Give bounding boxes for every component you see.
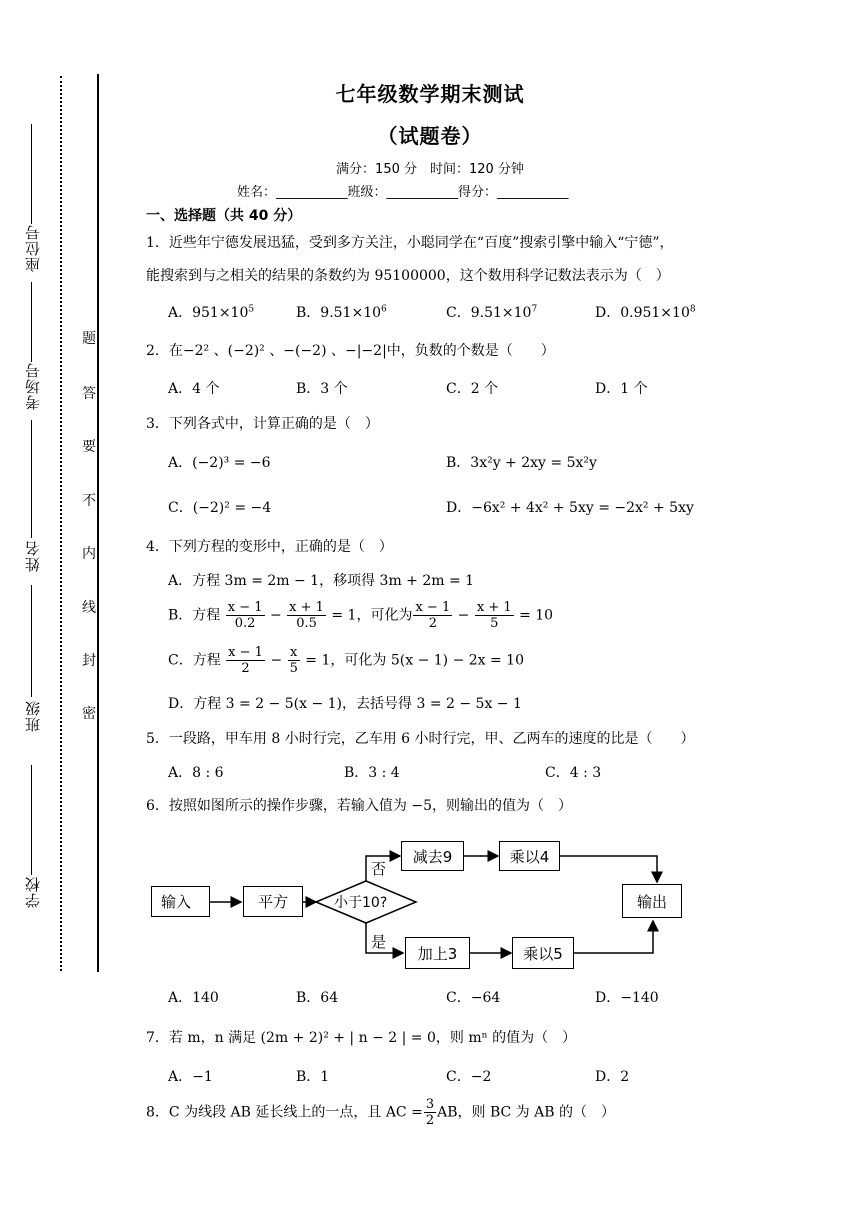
q5-stem: 5．一段路，甲车用 8 小时行完，乙车用 6 小时行完，甲、乙两车的速度的比是（ ） <box>146 731 695 747</box>
q2-option-d: D．1 个 <box>595 381 648 397</box>
q7-option-d: D．2 <box>595 1069 630 1085</box>
q5-option-c: C．4 : 3 <box>545 765 602 781</box>
room-label: 考场号 <box>24 362 42 410</box>
q1-option-c: C．$9.51\times 10^7$ <box>446 304 538 321</box>
q5-option-b: B．3 : 4 <box>344 765 400 781</box>
seal-word: 答 <box>82 386 96 402</box>
flow-input-box: 输入 <box>151 886 210 917</box>
q4-stem: 4．下列方程的变形中，正确的是（ ） <box>146 539 393 555</box>
q3-option-c: C．(−2)² = −4 <box>168 500 272 516</box>
student-fields: 姓名：___________班级：___________得分：___________ <box>237 185 569 200</box>
q4-option-a: A．方程 3m = 2m − 1，移项得 3m + 2m = 1 <box>168 573 475 589</box>
q6-option-b: B．64 <box>296 990 339 1006</box>
q6-option-a: A．140 <box>168 990 219 1006</box>
seal-word: 密 <box>82 706 96 722</box>
flow-output-box: 输出 <box>622 884 682 918</box>
page-subtitle: （试题卷） <box>377 124 483 148</box>
flow-square-box: 平方 <box>243 886 303 917</box>
q1-option-d: D．$0.951\times 10^8$ <box>595 304 696 321</box>
q2-option-a: A．4 个 <box>168 381 220 397</box>
q2-stem: 2．在−2² 、(−2)² 、−(−2) 、−|−2|中，负数的个数是（ ） <box>146 343 555 359</box>
flow-decision-label: 小于10? <box>334 895 388 911</box>
q3-option-b: B．3x²y + 2xy = 5x²y <box>446 455 597 471</box>
seal-word: 线 <box>82 600 96 616</box>
flow-plus3-box: 加上3 <box>405 937 470 969</box>
flow-yes-label: 是 <box>371 933 387 951</box>
q2-option-c: C．2 个 <box>446 381 499 397</box>
q1-option-b: B．$9.51\times 10^6$ <box>296 304 387 321</box>
q2-expression: −2² 、(−2)² 、−(−2) 、−|−2| <box>182 343 387 359</box>
q8-stem: 8．C 为线段 AB 延长线上的一点，且 AC = $\frac{3}{2}$ AB，则 BC 为 AB 的（ ） <box>146 1097 615 1128</box>
seal-word: 题 <box>82 331 96 347</box>
q6-option-d: D．−140 <box>595 990 659 1006</box>
section-title: 一、选择题（共 40 分） <box>146 208 302 224</box>
q7-option-c: C．−2 <box>446 1069 492 1085</box>
class-label: 班级 <box>24 700 42 732</box>
q7-option-a: A．−1 <box>168 1069 213 1085</box>
name-label: 姓名 <box>24 540 42 572</box>
q3-option-d: D．−6x² + 4x² + 5xy = −2x² + 5xy <box>446 500 694 516</box>
q5-option-a: A．8 : 6 <box>168 765 224 781</box>
q4-option-d: D．方程 3 = 2 − 5(x − 1)，去括号得 3 = 2 − 5x − 1 <box>168 696 522 712</box>
page-title: 七年级数学期末测试 <box>335 82 525 106</box>
q1-option-a: A．$951\times 10^5$ <box>168 304 255 321</box>
flow-minus9-box: 减去9 <box>401 841 464 871</box>
seal-word: 内 <box>82 546 96 562</box>
q4-option-c: C．方程 $\frac{x - 1}{2}$ − $\frac{x}{5}$ = 1，可化为 5(x − 1) − 2x = 10 <box>168 645 524 676</box>
flow-times4-box: 乘以4 <box>499 841 560 871</box>
q6-stem: 6．按照如图所示的操作步骤，若输入值为 −5，则输出的值为（ ） <box>146 798 572 814</box>
q2-option-b: B．3 个 <box>296 381 348 397</box>
seal-word: 封 <box>82 653 96 669</box>
exam-meta: 满分：150 分 时间：120 分钟 <box>336 162 524 177</box>
school-label: 学校 <box>24 876 42 908</box>
flow-times5-box: 乘以5 <box>512 937 574 969</box>
q6-option-c: C．−64 <box>446 990 501 1006</box>
seal-word: 不 <box>82 493 96 509</box>
q1-line1: 1．近些年宁德发展迅猛，受到多方关注，小聪同学在“百度”搜索引擎中输入“宁德”， <box>146 235 674 251</box>
seat-label: 座位号 <box>24 224 42 272</box>
flow-no-label: 否 <box>371 860 387 878</box>
q7-stem: 7．若 m，n 满足 (2m + 2)² + | n − 2 | = 0，则 mⁿ 的值为（ ） <box>146 1030 577 1046</box>
q3-option-a: A．(−2)³ = −6 <box>168 455 271 471</box>
q1-line2: 能搜索到与之相关的结果的条数约为 95100000，这个数用科学记数法表示为（ ） <box>146 268 670 284</box>
seal-word: 要 <box>82 439 96 455</box>
q3-stem: 3．下列各式中，计算正确的是（ ） <box>146 416 379 432</box>
q4-option-b: B．方程 $\frac{x - 1}{0.2}$ − $\frac{x + 1}{0.5}$ = 1，可化为 $\frac{x - 1}{2}$ − $\frac{x + 1}{5}$ = 10 <box>168 600 554 631</box>
q7-option-b: B．1 <box>296 1069 330 1085</box>
